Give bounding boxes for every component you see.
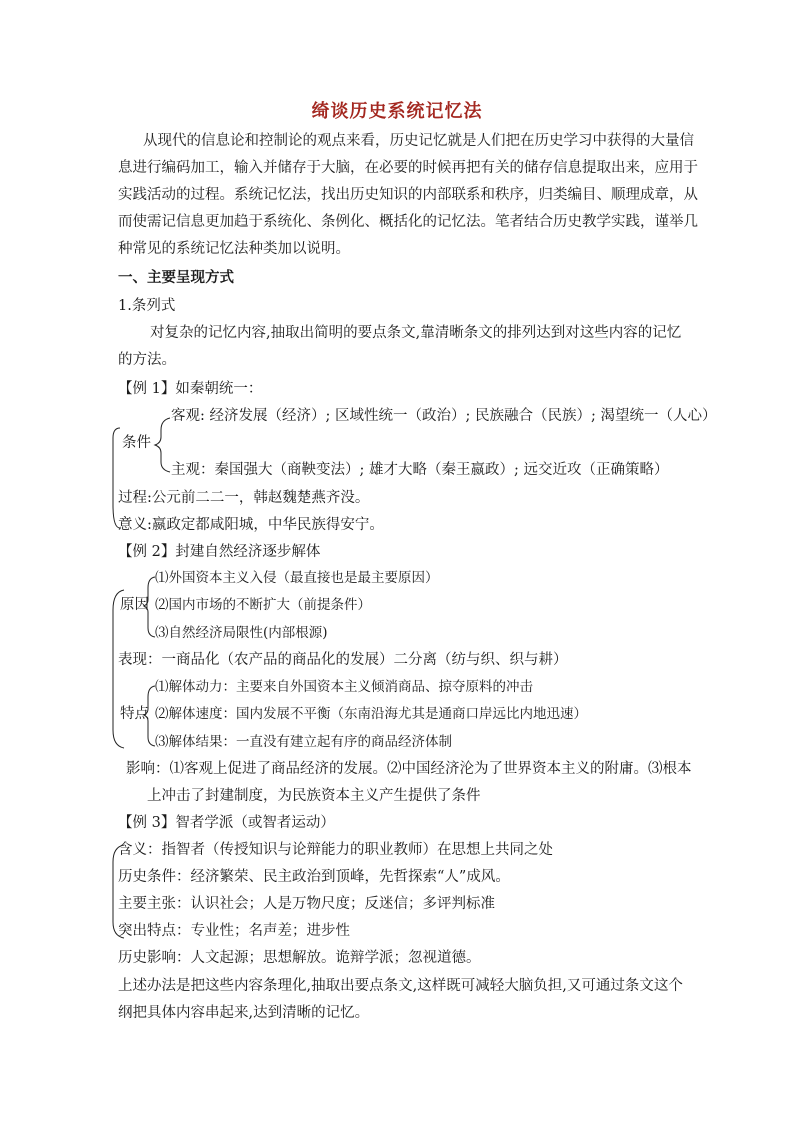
- intro-line-4: 而使需记信息更加趋于系统化、条例化、概括化的记忆法。笔者结合历史教学实践，谨举几: [118, 214, 698, 230]
- example-1-condition-label: 条件: [122, 435, 151, 451]
- example-2-cause-3: ⑶自然经济局限性(内部根源): [155, 625, 328, 641]
- example-3-heading: 【例 3】智者学派（或智者运动）: [118, 815, 335, 831]
- example-1-meaning: 意义:嬴政定都咸阳城，中华民族得安宁。: [118, 517, 384, 533]
- example-2-cause-2: ⑵国内市场的不断扩大（前提条件）: [155, 597, 371, 613]
- intro-line-5: 种常见的系统记忆法种类加以说明。: [118, 241, 350, 257]
- summary-line-1: 上述办法是把这些内容条理化,抽取出要点条文,这样既可减轻大脑负担,又可通过条文这个: [118, 978, 683, 994]
- example-1-subjective: 主观：秦国强大（商鞅变法）; 雄才大略（秦王嬴政）; 远交近攻（正确策略）: [171, 462, 669, 478]
- example-2-feature-label: 特点: [120, 706, 149, 722]
- intro-line-3: 实践活动的过程。系统记忆法，找出历史知识的内部联系和秩序，归类编目、顺理成章，从: [118, 187, 698, 203]
- subsection-heading: 1.条列式: [118, 298, 176, 314]
- example-2-feature-1: ⑴解体动力：主要来自外国资本主义倾消商品、掠夺原料的冲击: [155, 679, 533, 695]
- intro-line-1: 从现代的信息论和控制论的观点来看，历史记忆就是人们把在历史学习中获得的大量信: [143, 133, 694, 149]
- example-3-meaning: 含义：指智者（传授知识与论辩能力的职业教师）在思想上共同之处: [118, 842, 553, 858]
- summary-line-2: 纲把具体内容串起来,达到清晰的记忆。: [118, 1005, 370, 1021]
- example-1-outer-brace: [113, 428, 120, 528]
- example-2-manifest: 表现：一商品化（农产品的商品化的发展）二分离（纺与织、织与耕）: [118, 652, 568, 668]
- example-3-conditions: 历史条件：经济繁荣、民主政治到顶峰，先哲探索“人”成风。: [118, 869, 510, 885]
- intro-line-2: 息进行编码加工，输入并储存于大脑，在必要的时候再把有关的储存信息提取出来，应用于: [118, 160, 698, 176]
- example-1-heading: 【例 1】如秦朝统一：: [118, 381, 263, 397]
- example-2-heading: 【例 2】封建自然经济逐步解体: [118, 544, 321, 560]
- subsection-desc-2: 的方法。: [118, 352, 176, 368]
- example-2-feature-3: ⑶解体结果：一直没有建立起有序的商品经济体制: [155, 734, 452, 750]
- example-2-cause-label: 原因: [120, 597, 149, 613]
- example-3-ideas: 主要主张：认识社会；人是万物尺度；反迷信；多评判标准: [118, 896, 495, 912]
- example-3-features: 突出特点：专业性；名声差；进步性: [118, 923, 350, 939]
- example-1-objective: 客观: 经济发展（经济）; 区域性统一（政治）; 民族融合（民族）; 渴望统一（人心）: [171, 408, 717, 424]
- subsection-desc-1: 对复杂的记忆内容,抽取出简明的要点条文,靠清晰条文的排列达到对这些内容的记忆: [150, 325, 682, 341]
- example-2-impact-1: 影响：⑴客观上促进了商品经济的发展。⑵中国经济沦为了世界资本主义的附庸。⑶根本: [126, 761, 692, 777]
- example-2-feature-2: ⑵解体速度：国内发展不平衡（东南沿海尤其是通商口岸远比内地迅速）: [155, 706, 587, 722]
- example-1-inner-brace: [155, 418, 170, 472]
- example-2-cause-1: ⑴外国资本主义入侵（最直接也是最主要原因）: [155, 570, 439, 586]
- example-3-influence: 历史影响：人文起源；思想解放。诡辩学派；忽视道德。: [118, 950, 481, 966]
- page-title: 绮谈历史系统记忆法: [311, 101, 483, 122]
- example-1-process: 过程:公元前二二一，韩赵魏楚燕齐没。: [118, 490, 370, 506]
- section-heading: 一、主要呈现方式: [118, 270, 234, 286]
- example-2-impact-2: 上冲击了封建制度，为民族资本主义产生提供了条件: [147, 788, 481, 804]
